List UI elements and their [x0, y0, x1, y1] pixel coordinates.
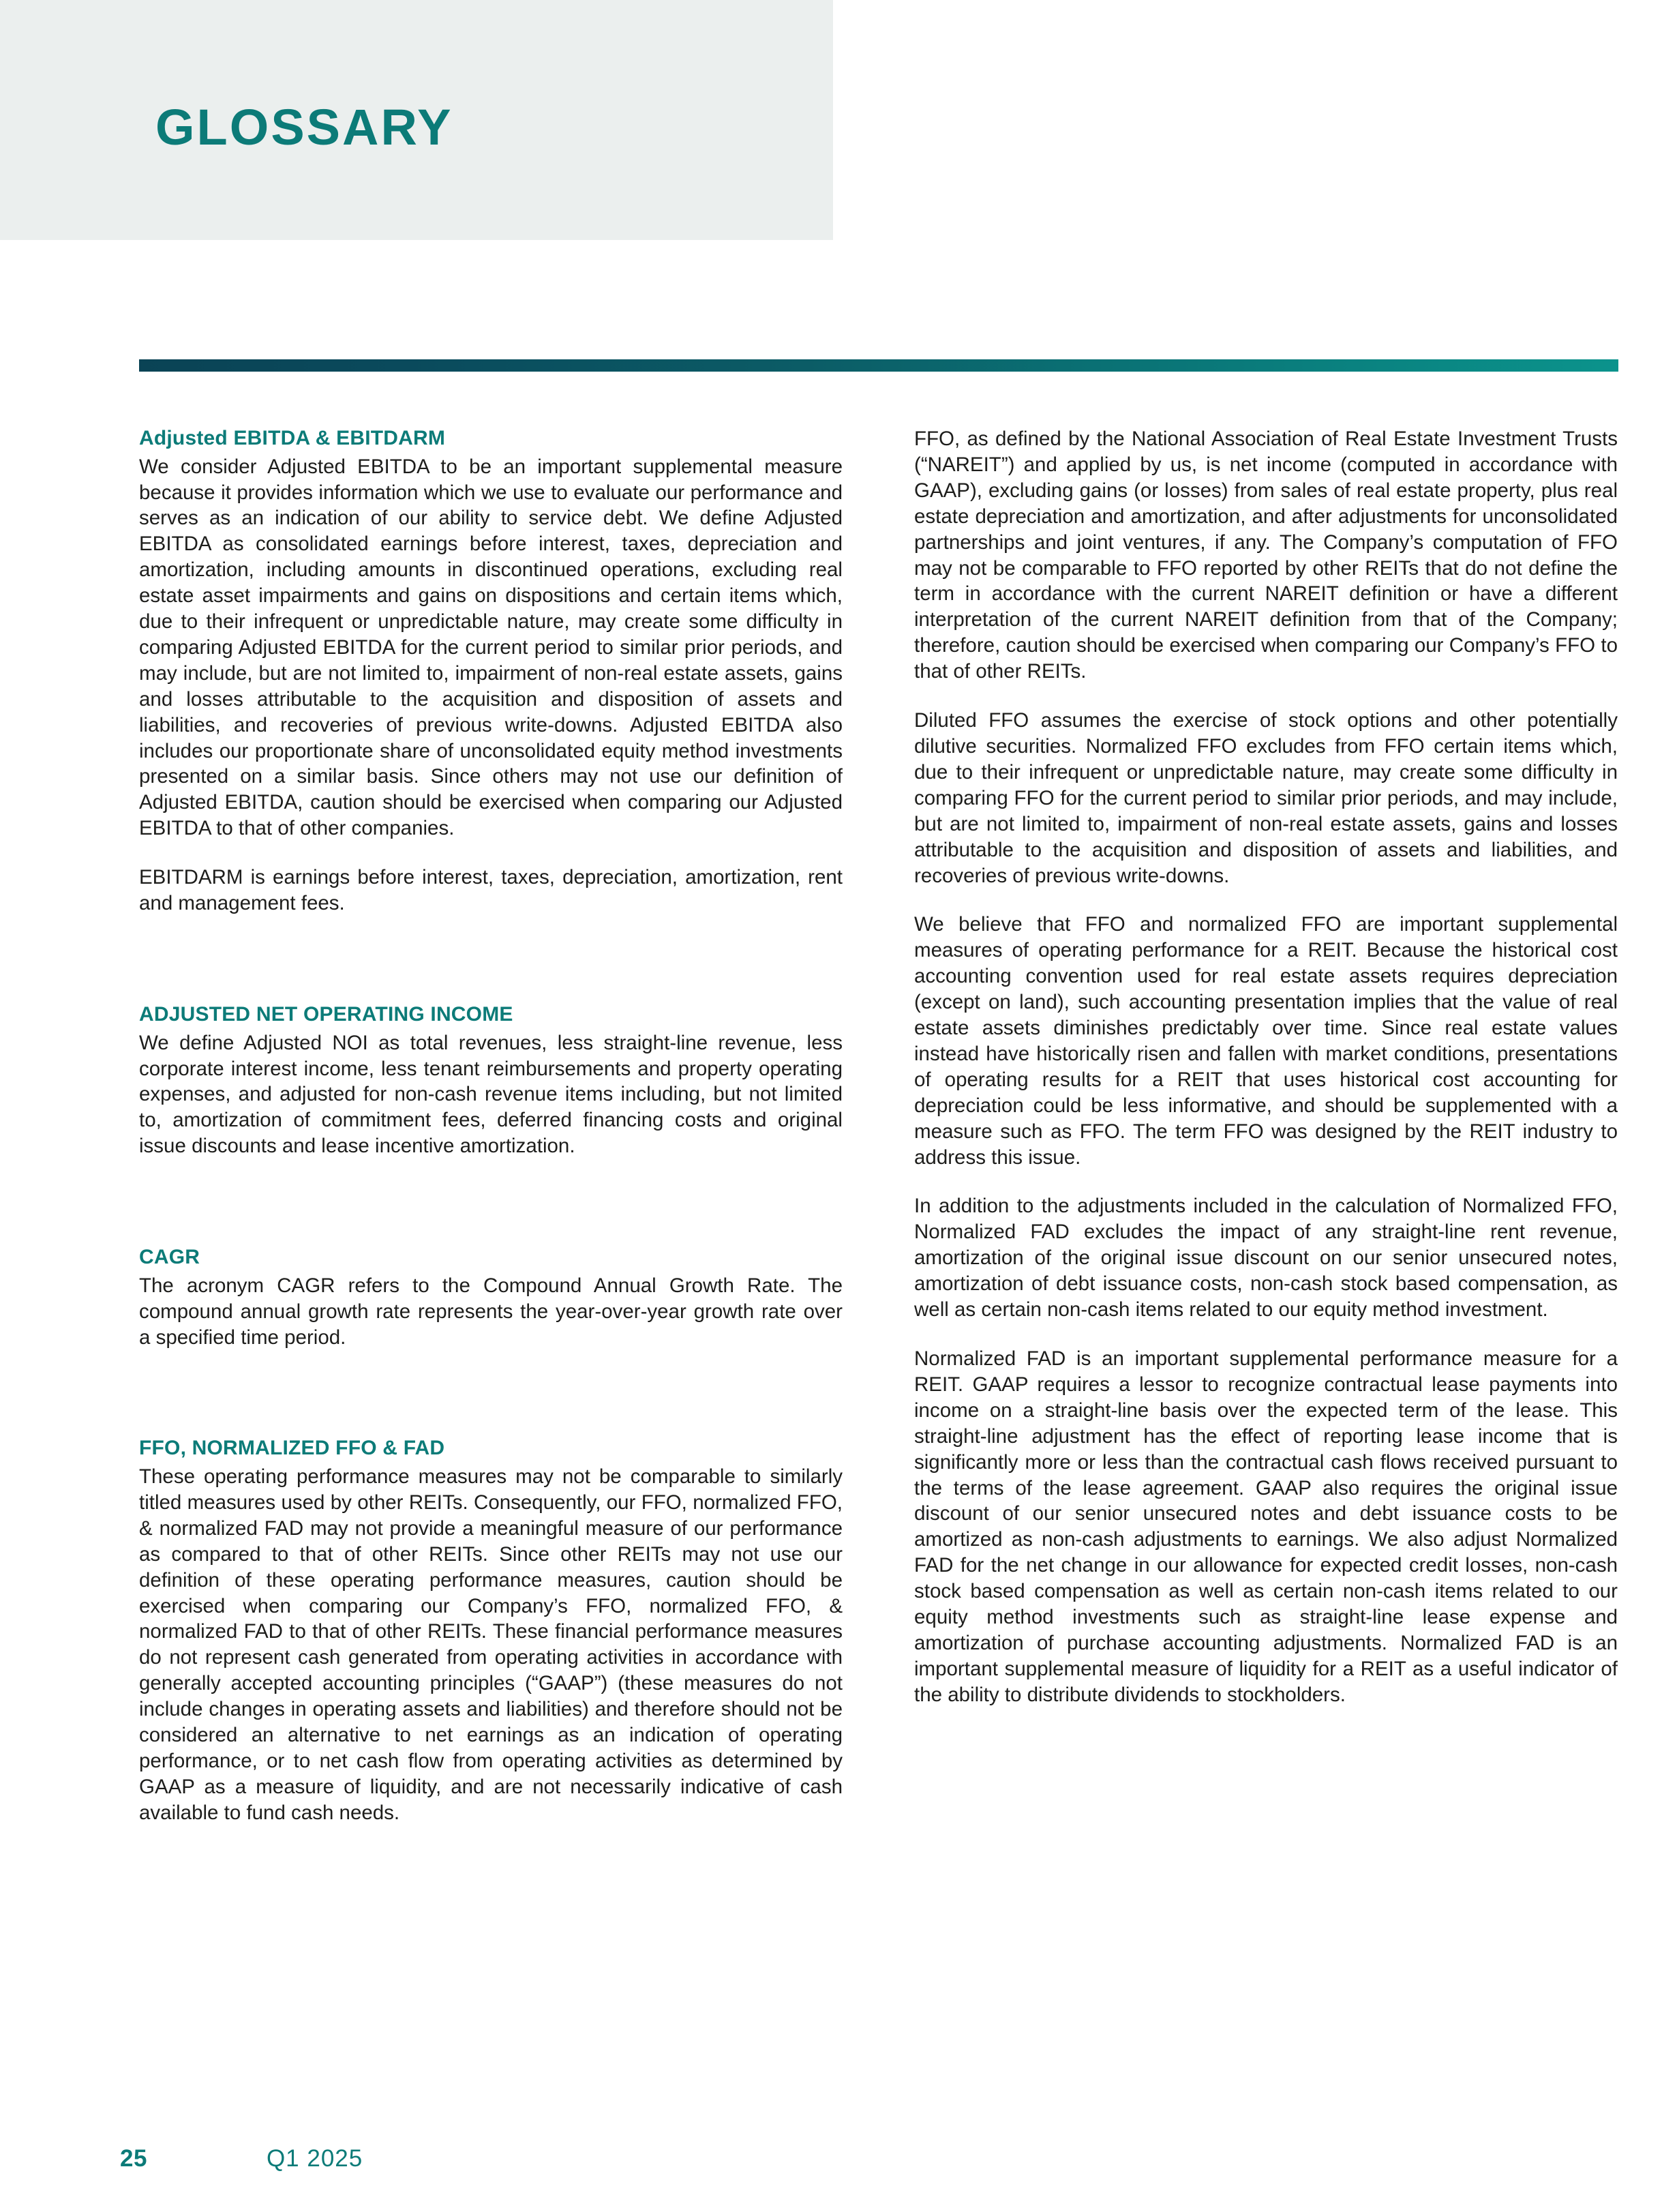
section-paragraph: In addition to the adjustments included in the calculation of Normalized FFO, Normalized FAD excludes the impact of any straight-line rent revenue, amortization of the original issue discount on our senior unsecured notes, amortization of debt issuance costs, non-cash stock based compensation, as well as certain non-cash items related to our equity method investment. — [914, 1195, 1618, 1321]
section-ffo-normalized-ffo-fad — [139, 1436, 843, 1825]
section-cagr — [139, 1245, 843, 1350]
section-spacer — [139, 916, 843, 1002]
page-title: GLOSSARY — [155, 99, 453, 155]
section-paragraph: We consider Adjusted EBITDA to be an important supplemental measure because it provides information which we use to evaluate our performance and serves as an indication of our ability to service debt. We define Adjusted EBITDA as consolidated earnings before interest, taxes, depreciation and amortization, including amounts in discontinued operations, excluding real estate asset impairments and gains on dispositions and certain items which, due to their infrequent or unpredictable nature, may create some difficulty in comparing Adjusted EBITDA for the current period to similar prior periods, and may include, but are not limited to, impairment of non-real estate assets, gains and losses attributable to the acquisition and disposition of assets and liabilities, and recoveries of previous write-downs. Adjusted EBITDA also includes our proportionate share of unconsolidated equity method investments presented on a similar basis. Since others may not use our definition of Adjusted EBITDA, caution should be exercised when comparing our Adjusted EBITDA to that of other companies. — [139, 455, 843, 840]
section-spacer — [139, 1159, 843, 1245]
header-banner — [0, 0, 833, 240]
left-column — [139, 426, 843, 1826]
gradient-divider — [139, 359, 1618, 372]
footer-period-label: Q1 2025 — [266, 2145, 363, 2172]
glossary-content — [139, 426, 1618, 1826]
paragraph-spacer — [139, 841, 843, 865]
section-heading-cagr: CAGR — [139, 1246, 200, 1269]
page-footer — [120, 2145, 363, 2172]
section-paragraph: These operating performance measures may not be comparable to similarly titled measures used by other REITs. Consequently, our FFO, normalized FFO, & normalized FAD may not provide a meaningful measure of our performance as compared to that of other REITs. Since other REITs may not use our definition of these operating performance measures, caution should be exercised when comparing our Company’s FFO, normalized FFO, & normalized FAD to that of other REITs. These financial performance measures do not represent cash generated from operating activities in accordance with generally accepted accounting principles (“GAAP”) (these measures do not include changes in operating assets and liabilities) and therefore should not be considered an alternative to net earnings as an indication of operating performance, or to net cash flow from operating activities as determined by GAAP as a measure of liquidity, and are not necessarily indicative of cash available to fund cash needs. — [139, 1465, 843, 1824]
paragraph-spacer — [914, 1323, 1618, 1346]
paragraph-spacer — [914, 1170, 1618, 1193]
section-heading-adjusted-noi: ADJUSTED NET OPERATING INCOME — [139, 1003, 513, 1026]
footer-page-number: 25 — [120, 2145, 147, 2172]
section-spacer — [139, 1350, 843, 1436]
section-paragraph: We define Adjusted NOI as total revenues, less straight-line revenue, less corporate interest income, less tenant reimbursements and property operating expenses, and adjusted for non-cash revenue items including, but not limited to, amortization of commitment fees, deferred financing costs and original issue discounts and lease incentive amortization. — [139, 1031, 843, 1158]
section-paragraph: Diluted FFO assumes the exercise of stock options and other potentially dilutive securities. Normalized FFO excludes from FFO certain items which, due to their infrequent or unpredictable nature, may create some difficulty in comparing FFO for the current period to similar prior periods, and may include, but are not limited to, impairment of non-real estate assets, gains and losses attributable to the acquisition and disposition of assets and liabilities, and recoveries of previous write-downs. — [914, 709, 1618, 887]
right-column — [914, 426, 1618, 1826]
section-paragraph: Normalized FAD is an important supplemental performance measure for a REIT. GAAP requires a lessor to recognize contractual lease payments into income on a straight-line basis over the expected term of the lease. This straight-line adjustment has the effect of reporting lease income that is significantly more or less than the contractual cash flows received pursuant to the terms of the lease agreement. GAAP also requires the original issue discount of our senior unsecured notes and debt issuance costs to be amortized as non-cash adjustments to earnings. We also adjust Normalized FAD for the net change in our allowance for expected credit losses, non-cash stock based compensation as well as certain non-cash items related to our equity method investments such as straight-line lease expense and amortization of purchase accounting adjustments. Normalized FAD is an important supplemental measure of liquidity for a REIT as a useful indicator of the ability to distribute dividends to stockholders. — [914, 1347, 1618, 1706]
section-adjusted-ebitda — [139, 426, 843, 916]
section-paragraph: The acronym CAGR refers to the Compound Annual Growth Rate. The compound annual growth rate represents the year-over-year growth rate over a specified time period. — [139, 1274, 843, 1349]
section-paragraph: EBITDARM is earnings before interest, taxes, depreciation, amortization, rent and management fees. — [139, 866, 843, 915]
section-heading-ffo-normalized-ffo-fad: FFO, NORMALIZED FFO & FAD — [139, 1437, 445, 1460]
paragraph-spacer — [914, 685, 1618, 708]
paragraph-spacer — [914, 888, 1618, 912]
section-paragraph: We believe that FFO and normalized FFO are important supplemental measures of operating performance for a REIT. Because the historical cost accounting convention used for real estate assets requires depreciation (except on land), such accounting presentation implies that the value of real estate assets diminishes predictably over time. Since real estate values instead have historically risen and fallen with market conditions, presentations of operating results for a REIT that uses historical cost accounting for depreciation could be less informative, and should be supplemented with a measure such as FFO. The term FFO was designed by the REIT industry to address this issue. — [914, 913, 1618, 1169]
section-adjusted-noi — [139, 1002, 843, 1159]
section-heading-adjusted-ebitda: Adjusted EBITDA & EBITDARM — [139, 427, 446, 449]
section-paragraph: FFO, as defined by the National Association of Real Estate Investment Trusts (“NAREIT”) and applied by us, is net income (computed in accordance with GAAP), excluding gains (or losses) from sales of real estate property, plus real estate depreciation and amortization, and after adjustments for unconsolidated partnerships and joint ventures, if any. The Company’s computation of FFO may not be comparable to FFO reported by other REITs that do not define the term in accordance with the current NAREIT definition or have a different interpretation of the current NAREIT definition from that of the Company; therefore, caution should be exercised when comparing our Company’s FFO to that of other REITs. — [914, 428, 1618, 683]
